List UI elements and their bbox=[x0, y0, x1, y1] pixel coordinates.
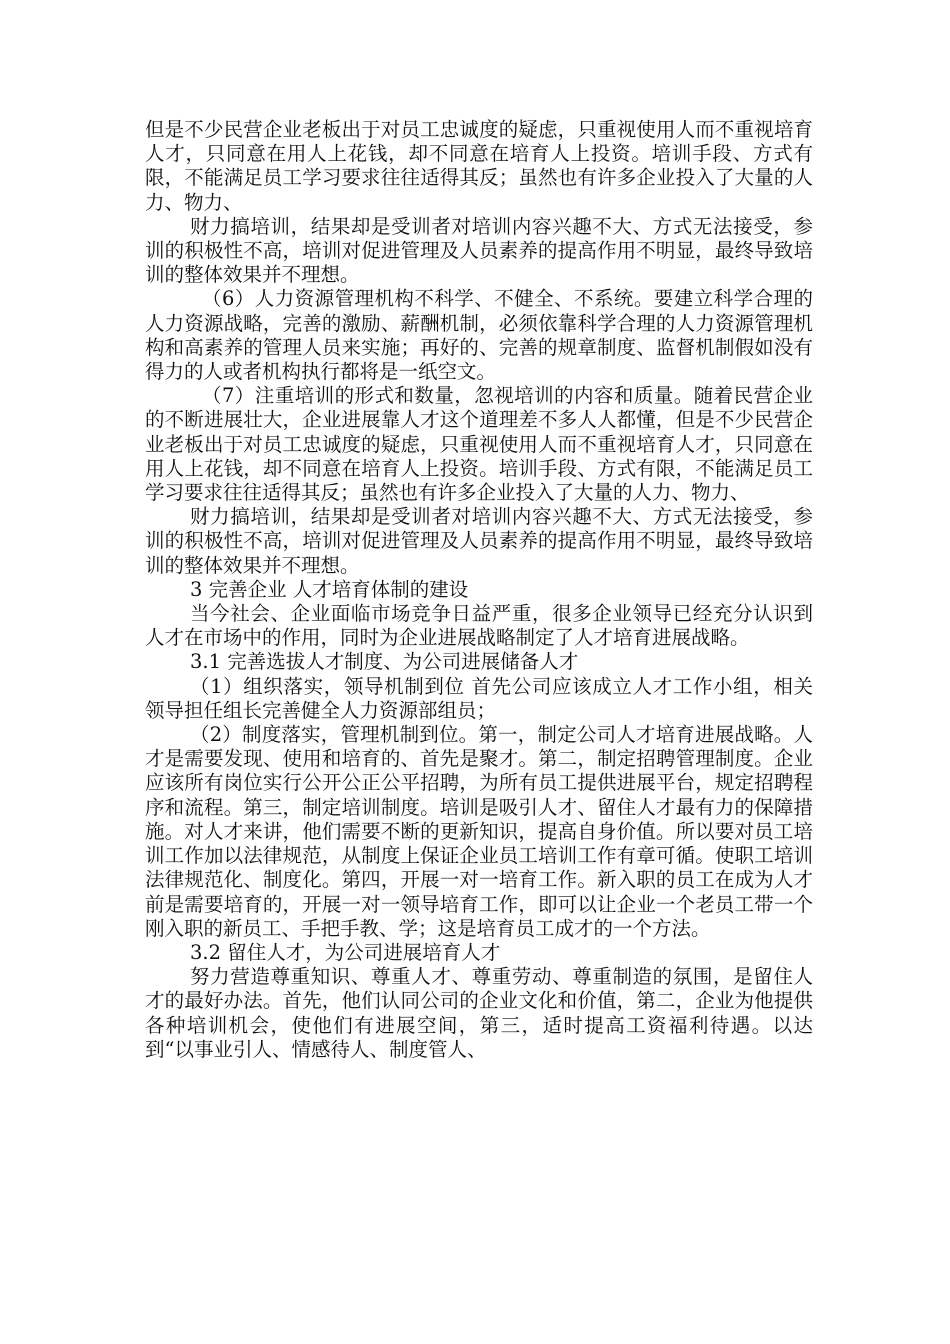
paragraph-3-1-item-1: （1）组织落实，领导机制到位 首先公司应该成立人才工作小组，相关领导担任组长完善健全人力资源部组员； bbox=[145, 674, 813, 722]
document-body bbox=[145, 118, 813, 1062]
section-heading-3-1: 3.1 完善选拔人才制度、为公司进展储备人才 bbox=[190, 650, 579, 674]
section-heading-3-2: 3.2 留住人才，为公司进展培育人才 bbox=[190, 940, 501, 964]
paragraph-training-problem-continued: 但是不少民营企业老板出于对员工忠诚度的疑虑，只重视使用人而不重视培育人才，只同意在用人上花钱，却不同意在培育人上投资。培训手段、方式有限，不能满足员工学习要求往往适得其反；虽然也有许多企业投入了大量的人力、物力、 bbox=[145, 118, 813, 214]
paragraph-section-3-intro: 当今社会、企业面临市场竞争日益严重，很多企业领导已经充分认识到人才在市场中的作用，同时为企业进展战略制定了人才培育进展战略。 bbox=[145, 602, 813, 650]
paragraph-item-6: （6）人力资源管理机构不科学、不健全、不系统。要建立科学合理的人力资源战略，完善的激励、薪酬机制，必须依靠科学合理的人力资源管理机构和高素养的管理人员来实施；再好的、完善的规章制度、监督机制假如没有得力的人或者机构执行都将是一纸空文。 bbox=[145, 287, 813, 384]
paragraph-item-7: （7）注重培训的形式和数量，忽视培训的内容和质量。随着民营企业的不断进展壮大，企业进展靠人才这个道理差不多人人都懂，但是不少民营企业老板出于对员工忠诚度的疑虑，只重视使用人而不重视培育人才，只同意在用人上花钱，却不同意在培育人上投资。培训手段、方式有限，不能满足员工学习要求往往适得其反；虽然也有许多企业投入了大量的人力、物力、 bbox=[145, 384, 813, 505]
paragraph-training-effect-repeat: 财力搞培训，结果却是受训者对培训内容兴趣不大、方式无法接受，参训的积极性不高，培训对促进管理及人员素养的提高作用不明显，最终导致培训的整体效果并不理想。 bbox=[145, 505, 813, 577]
paragraph-3-2-body: 努力营造尊重知识、尊重人才、尊重劳动、尊重制造的氛围，是留住人才的最好办法。首先，他们认同公司的企业文化和价值，第二，企业为他提供各种培训机会，使他们有进展空间，第三，适时提高工资福利待遇。以达到“以事业引人、情感待人、制度管人、 bbox=[145, 965, 813, 1061]
paragraph-3-1-item-2: （2）制度落实，管理机制到位。第一，制定公司人才培育进展战略。人才是需要发现、使用和培育的、首先是聚才。第二，制定招聘管理制度。企业应该所有岗位实行公开公正公平招聘，为所有员工提供进展平台，规定招聘程序和流程。第三，制定培训制度。培训是吸引人才、留住人才最有力的保障措施。对人才来讲，他们需要不断的更新知识，提高自身价值。所以要对员工培训工作加以法律规范，从制度上保证企业员工培训工作有章可循。使职工培训法律规范化、制度化。第四，开展一对一培育工作。新入职的员工在成为人才前是需要培育的，开展一对一领导培育工作，即可以让企业一个老员工带一个刚入职的新员工、手把手教、学；这是培育员工成才的一个方法。 bbox=[145, 723, 813, 940]
paragraph-training-effect: 财力搞培训，结果却是受训者对培训内容兴趣不大、方式无法接受，参训的积极性不高，培训对促进管理及人员素养的提高作用不明显，最终导致培训的整体效果并不理想。 bbox=[145, 214, 813, 287]
section-heading-3: 3 完善企业 人才培育体制的建设 bbox=[190, 577, 469, 601]
